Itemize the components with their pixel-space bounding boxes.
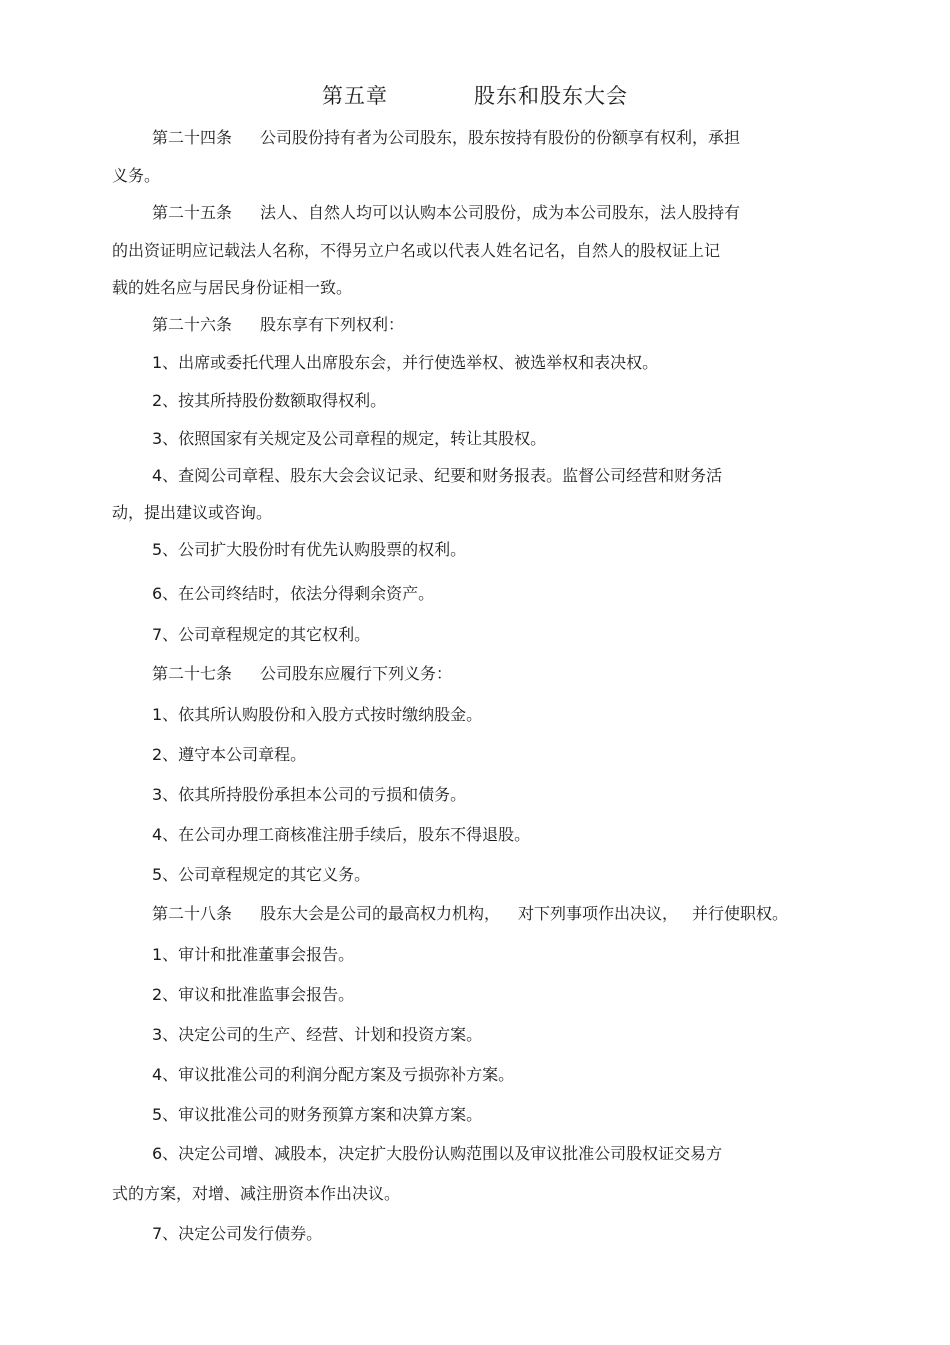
article-27-item-2: 2、遵守本公司章程。: [152, 745, 307, 764]
article-26-heading: [152, 315, 404, 335]
article-27-intro: 公司股东应履行下列义务：: [260, 664, 453, 683]
article-28-item-6-line-2: 式的方案，对增、减注册资本作出决议。: [112, 1184, 401, 1203]
article-28-item-7: 7、决定公司发行债券。: [152, 1224, 323, 1243]
article-28-intro-3: 并行使职权。: [692, 904, 789, 923]
chapter-name: 股东和股东大会: [474, 84, 628, 108]
article-24-label: 第二十四条: [152, 128, 233, 147]
article-26-label: 第二十六条: [152, 315, 233, 334]
article-27-label: 第二十七条: [152, 664, 233, 683]
article-25-line-3: 载的姓名应与居民身份证相一致。: [112, 278, 353, 297]
article-25-line-1: [152, 203, 740, 223]
chapter-title: [0, 80, 950, 110]
article-24-line-1: [152, 128, 740, 148]
article-28-intro-2: 对下列事项作出决议，: [518, 904, 679, 923]
article-27-item-3: 3、依其所持股份承担本公司的亏损和债务。: [152, 785, 467, 804]
article-28-intro-1: 股东大会是公司的最高权力机构，: [260, 904, 501, 923]
article-28-item-3: 3、决定公司的生产、经营、计划和投资方案。: [152, 1025, 483, 1044]
article-26-item-4-line-1: 4、查阅公司章程、股东大会会议记录、纪要和财务报表。监督公司经营和财务活: [152, 466, 723, 485]
article-27-item-5: 5、公司章程规定的其它义务。: [152, 865, 371, 884]
article-27-heading: [152, 664, 452, 684]
article-28-heading: [152, 904, 788, 924]
article-27-item-4: 4、在公司办理工商核准注册手续后，股东不得退股。: [152, 825, 531, 844]
article-26-item-1: 1、出席或委托代理人出席股东会，并行使选举权、被选举权和表决权。: [152, 353, 659, 372]
article-24-line-2: 义务。: [112, 166, 161, 185]
article-26-intro: 股东享有下列权利：: [260, 315, 405, 334]
article-25-label: 第二十五条: [152, 203, 233, 222]
article-26-item-6: 6、在公司终结时，依法分得剩余资产。: [152, 584, 435, 603]
article-28-item-5: 5、审议批准公司的财务预算方案和决算方案。: [152, 1105, 483, 1124]
article-26-item-3: 3、依照国家有关规定及公司章程的规定，转让其股权。: [152, 429, 547, 448]
article-26-item-7: 7、公司章程规定的其它权利。: [152, 625, 371, 644]
article-26-item-4-line-2: 动，提出建议或咨询。: [112, 503, 273, 522]
chapter-number: 第五章: [322, 84, 388, 108]
article-25-text: 法人、自然人均可以认购本公司股份，成为本公司股东，法人股持有: [260, 203, 741, 222]
article-24-text: 公司股份持有者为公司股东，股东按持有股份的份额享有权利，承担: [260, 128, 741, 147]
article-28-label: 第二十八条: [152, 904, 233, 923]
article-28-item-1: 1、审计和批准董事会报告。: [152, 945, 355, 964]
article-25-line-2: 的出资证明应记载法人名称，不得另立户名或以代表人姓名记名，自然人的股权证上记: [112, 241, 721, 260]
article-27-item-1: 1、依其所认购股份和入股方式按时缴纳股金。: [152, 705, 483, 724]
article-28-item-6-line-1: 6、决定公司增、减股本，决定扩大股份认购范围以及审议批准公司股权证交易方: [152, 1144, 723, 1163]
article-28-item-4: 4、审议批准公司的利润分配方案及亏损弥补方案。: [152, 1065, 515, 1084]
article-26-item-5: 5、公司扩大股份时有优先认购股票的权利。: [152, 540, 467, 559]
article-28-item-2: 2、审议和批准监事会报告。: [152, 985, 355, 1004]
article-26-item-2: 2、按其所持股份数额取得权利。: [152, 391, 387, 410]
